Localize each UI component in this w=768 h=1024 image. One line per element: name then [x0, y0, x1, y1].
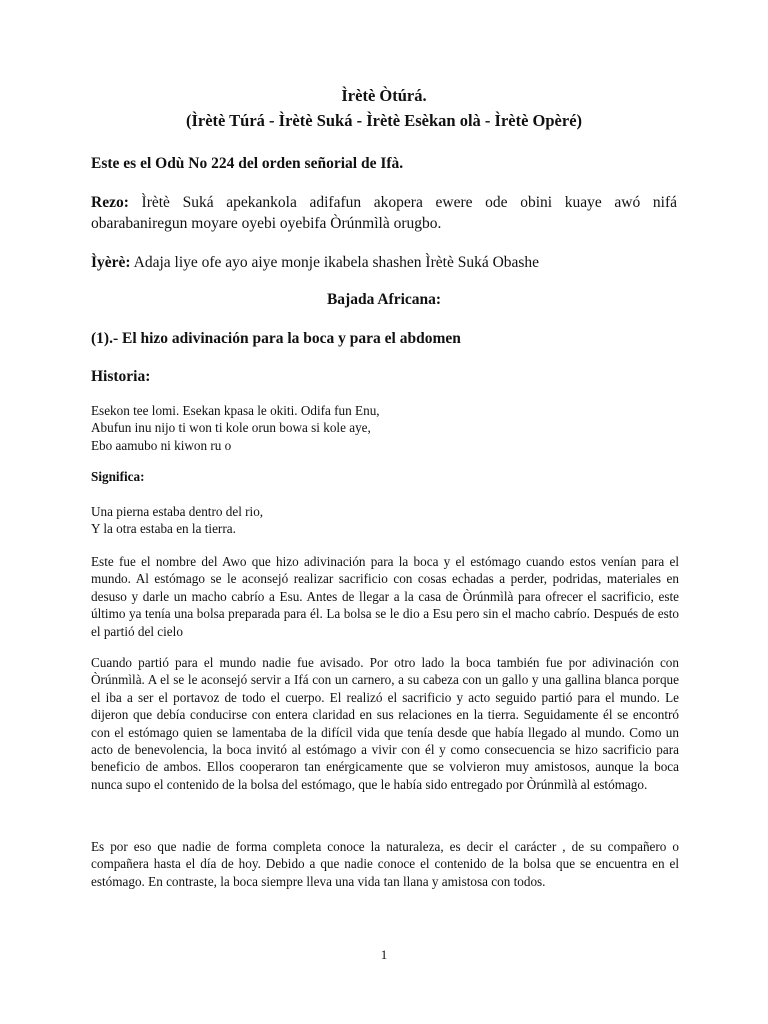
meaning-line: Y la otra estaba en la tierra.: [91, 521, 236, 537]
iyere-label: Ìyèrè:: [91, 254, 131, 271]
rezo-text: Ìrètè Suká apekankola adifafun akopera ewere ode obini kuaye awó nifá obarabaniregun moyare oyebi oyebifa Òrúnmìlà orugbo.: [91, 194, 678, 232]
document-title: Ìrètè Òtúrá.: [341, 86, 427, 105]
paragraph-3: Es por eso que nadie de forma completa conoce la naturaleza, es decir el carácter , de su compañero o compañera hasta el día de hoy. Debido a que nadie conoce el contenido de la bolsa que se encuentra en el estómago. En contraste, la boca siempre lleva una vida tan llana y amistosa con todos.: [91, 839, 679, 889]
verse-line: Abufun inu nijo ti won ti kole orun bowa si kole aye,: [91, 420, 371, 436]
section-heading: Bajada Africana:: [326, 291, 442, 308]
meaning-line: Una pierna estaba dentro del rio,: [91, 504, 264, 519]
verse-block: [91, 402, 380, 454]
iyere-paragraph: [91, 252, 677, 273]
historia-heading: Historia:: [91, 368, 151, 385]
verse-line: Esekon tee lomi. Esekan kpasa le okiti. Odifa fun Enu,: [91, 403, 380, 418]
rezo-label: Rezo:: [91, 194, 129, 211]
iyere-text: Adaja liye ofe ayo aiye monje ikabela shashen Ìrètè Suká Obashe: [133, 254, 540, 271]
page-number: 1: [380, 947, 388, 962]
significa-heading: Significa:: [91, 469, 145, 484]
paragraph-1: Este fue el nombre del Awo que hizo adivinación para la boca y el estómago cuando estos venían para el mundo. Al estómago se le aconsejó realizar sacrificio con cosas echadas a perder, podridas, materiales en desuso y darle un macho cabrío a Esu. Antes de llegar a la casa de Òrúnmìlà para ofrecer el sacrificio, este último ya tenía una bolsa preparada para él. La bolsa se le dio a Esu pero sin el macho cabrío. Después de esto el partió del cielo: [91, 554, 679, 639]
subsection-heading: (1).- El hizo adivinación para la boca y para el abdomen: [91, 330, 461, 347]
intro-text: Este es el Odù No 224 del orden señorial de Ifà.: [91, 155, 404, 172]
document-subtitle: (Ìrètè Túrá - Ìrètè Suká - Ìrètè Esèkan olà - Ìrètè Opèré): [185, 111, 583, 130]
verse-line: Ebo aamubo ni kiwon ru o: [91, 437, 232, 453]
paragraph-2: Cuando partió para el mundo nadie fue avisado. Por otro lado la boca también fue por adivinación con Òrúnmìlà. A el se le aconsejó servir a Ifá con un carnero, a su cabeza con un gallo y una gallina blanca porque el iba a ser el portavoz de todo el cuerpo. El realizó el sacrificio y acto seguido partió para el mundo. Le dijeron que debía conducirse con entera claridad en sus relaciones en la tierra. Seguidamente él se encontró con el estómago quien se lamentaba de la difícil vida que tenía desde que había llegado al mundo. Como un acto de benevolencia, la boca invitó al estómago a vivir con él y como consecuencia se hizo sacrificio para beneficio de ambos. Ellos cooperaron tan enérgicamente que se volvieron muy amistosos, aunque la boca nunca supo el contenido de la bolsa del estómago, que le había sido entregado por Òrúnmìlà al estómago.: [91, 655, 679, 792]
meaning-block: [91, 503, 263, 538]
rezo-paragraph: [91, 192, 677, 234]
intro-line: [91, 153, 677, 174]
